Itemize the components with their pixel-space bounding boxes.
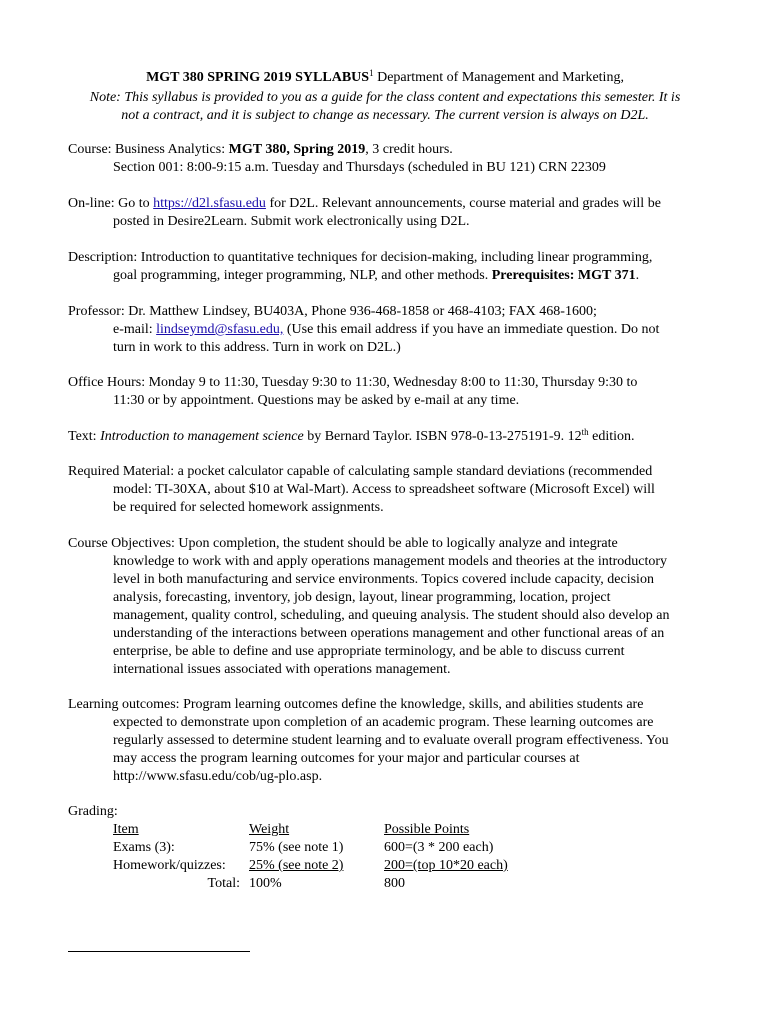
objectives-line-5: management, quality control, scheduling, and queuing analysis. The student should also develop an [113,608,670,623]
online-text: for D2L. Relevant announcements, course material and grades will be [265,196,661,211]
grading-row-homework-points: 200=(top 10*20 each) [384,858,508,873]
professor-email-link[interactable]: lindseymd@sfasu.edu, [156,322,284,337]
course-name: MGT 380, Spring 2019 [228,142,366,157]
outcomes-line-1: Learning outcomes: Program learning outcomes define the knowledge, skills, and abilities students are [68,697,644,712]
grading-row-total-weight: 100% [249,876,282,891]
footnote-divider [68,951,250,952]
grading-row-homework-item: Homework/quizzes: [113,858,226,873]
grading-row-exams-item: Exams (3): [113,840,175,855]
course-label: Course: Business Analytics: [68,142,229,157]
objectives-line-4: analysis, forecasting, inventory, job design, layout, linear programming, location, project [113,590,611,605]
description-line-1: Description: Introduction to quantitative techniques for decision-making, including linear programming, [68,250,653,265]
professor-line-3: turn in work to this address. Turn in work on D2L.) [113,340,401,355]
textbook-details: by Bernard Taylor. ISBN 978-0-13-275191-9. 12 [303,429,582,444]
grading-row-exams-points: 600=(3 * 200 each) [384,840,494,855]
online-line-2: posted in Desire2Learn. Submit work electronically using D2L. [113,214,470,229]
objectives-line-8: international issues associated with operations management. [113,662,451,677]
office-hours-line-2: 11:30 or by appointment. Questions may be asked by e-mail at any time. [113,393,520,408]
course-credits: , 3 credit hours. [365,142,453,157]
department-name: Department of Management and Marketing, [373,70,624,85]
outcomes-line-3: regularly assessed to determine student learning and to evaluate overall program effectiveness. You [113,733,669,748]
grading-header-weight: Weight [249,822,290,837]
objectives-line-3: level in both manufacturing and service environments. Topics covered include capacity, decision [113,572,654,587]
prerequisites: Prerequisites: MGT 371 [491,268,636,283]
required-material-line-3: be required for selected homework assignments. [113,500,384,515]
edition-sup: th [581,427,589,437]
grading-header-item: Item [113,822,139,837]
professor-line-1: Professor: Dr. Matthew Lindsey, BU403A, Phone 936-468-1858 or 468-4103; FAX 468-1600; [68,304,597,319]
grading-row-total-item: Total: [207,876,240,891]
required-material-line-1: Required Material: a pocket calculator capable of calculating sample standard deviations (recommended [68,464,653,479]
grading-header-points: Possible Points [384,822,470,837]
footnote-mark: 1 [369,68,374,78]
description-end: . [635,268,640,283]
grading-heading: Grading: [68,804,118,819]
description-text: goal programming, integer programming, NLP, and other methods. [113,268,492,283]
objectives-line-6: understanding of the interactions between operations management and other functional areas of an [113,626,665,641]
textbook-line [68,428,635,446]
outcomes-line-2: expected to demonstrate upon completion of an academic program. These learning outcomes are [113,715,654,730]
syllabus-title: MGT 380 SPRING 2019 SYLLABUS [146,70,370,85]
edition-label: edition. [588,429,635,444]
syllabus-title-line [0,69,770,87]
objectives-line-1: Course Objectives: Upon completion, the student should be able to logically analyze and integrate [68,536,618,551]
outcomes-line-4: may access the program learning outcomes for your major and particular courses at [113,751,580,766]
textbook-label: Text: [68,429,101,444]
outcomes-link[interactable]: http://www.sfasu.edu/cob/ug-plo.asp. [113,769,323,784]
professor-email-line [113,321,659,339]
description-line-2 [113,267,639,285]
online-label: On-line: Go to [68,196,154,211]
syllabus-note-line-2: not a contract, and it is subject to change as necessary. The current version is always on D2L. [121,108,649,123]
grading-row-total-points: 800 [384,876,405,891]
office-hours-line-1: Office Hours: Monday 9 to 11:30, Tuesday 9:30 to 11:30, Wednesday 8:00 to 11:30, Thursday 9:30 to [68,375,638,390]
d2l-link[interactable]: https://d2l.sfasu.edu [153,196,266,211]
course-line [68,141,453,159]
required-material-line-2: model: TI-30XA, about $10 at Wal-Mart). Access to spreadsheet software (Microsoft Excel) will [113,482,655,497]
online-line [68,195,661,213]
objectives-line-2: knowledge to work with and apply operations management models and theories at the introductory [113,554,668,569]
course-section: Section 001: 8:00-9:15 a.m. Tuesday and Thursdays (scheduled in BU 121) CRN 22309 [113,160,606,175]
grading-row-exams-weight: 75% (see note 1) [249,840,344,855]
textbook-title: Introduction to management science [100,429,304,444]
objectives-line-7: enterprise, be able to define and use appropriate terminology, and be able to discuss current [113,644,625,659]
syllabus-note-line-1: Note: This syllabus is provided to you as a guide for the class content and expectations this semester. It is [89,90,681,105]
email-note: (Use this email address if you have an immediate question. Do not [283,322,660,337]
email-label: e-mail: [113,322,157,337]
grading-row-homework-weight: 25% (see note 2) [249,858,344,873]
